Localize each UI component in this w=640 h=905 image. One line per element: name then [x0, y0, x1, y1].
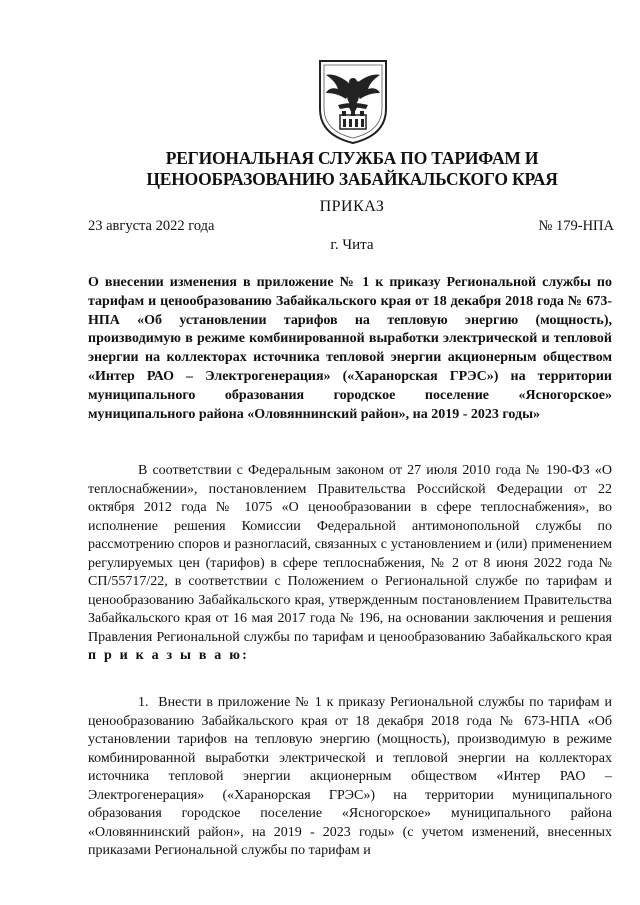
document-city: г. Чита [330, 237, 374, 253]
organization-title-line1: РЕГИОНАЛЬНАЯ СЛУЖБА ПО ТАРИФАМ И [165, 148, 539, 168]
order-word: п р и к а з ы в а ю: [88, 648, 249, 663]
document-date: 23 августа 2022 года [88, 218, 215, 234]
document-number: № 179-НПА [538, 218, 614, 234]
organization-title-line2: ЦЕНООБРАЗОВАНИЮ ЗАБАЙКАЛЬСКОГО КРАЯ [146, 169, 558, 189]
order-item-number: 1. [138, 695, 149, 710]
order-item [88, 694, 612, 861]
preamble-text: В соответствии с Федеральным законом от 27 июля 2010 года № 190-ФЗ «О теплоснабжении», постановлением Правительства Российской Федерации от 22 октября 2012 года № 1075 «О ценообразовании в сфере теплоснабжения», во исполнение решения Комиссии Федеральной антимонопольной службы по рассмотрению споров и разногласий, связанных с установлением и (или) применением регулируемых цен (тарифов) в сфере теплоснабжения, № 2 от 8 июня 2022 года № СП/55717/22, в соответствии с Положением о Региональной службе по тарифам и ценообразованию Забайкальского края, утвержденным постановлением Правительства Забайкальского края от 16 мая 2017 года № 196, на основании заключения и решения Правления Региональной службы по тарифам и ценообразованию Забайкальского края [88, 463, 612, 645]
order-item-text: Внести в приложение № 1 к приказу Региональной службы по тарифам и ценообразованию Забайкальского края от 18 декабря 2018 года № 673-НПА «Об установлении тарифов на тепловую энергию (мощность), производимую в режиме комбинированной выработки электрической и тепловой энергии на коллекторах источника тепловой энергии акционерным обществом «Интер РАО – Электрогенерация» («Харанорская ГРЭС») на территории муниципального образования городское поселение «Ясногорское» муниципального района «Оловяннинский район», на 2019 - 2023 годы» (с учетом изменений, внесенных приказами Региональной службы по тарифам и [88, 695, 612, 858]
coat-of-arms-icon [316, 57, 390, 145]
preamble-paragraph [88, 462, 612, 666]
document-type: ПРИКАЗ [319, 198, 385, 215]
document-subject: О внесении изменения в приложение № 1 к приказу Региональной службы по тарифам и ценообразованию Забайкальского края от 18 декабря 2018 года № 673-НПА «Об установлении тарифов на тепловую энергию (мощность), производимую в режиме комбинированной выработки электрической и тепловой энергии на коллекторах источника тепловой энергии акционерным обществом «Интер РАО – Электрогенерация» («Харанорская ГРЭС») на территории муниципального образования городское поселение «Ясногорское» муниципального района «Оловяннинский район», на 2019 - 2023 годы» [88, 275, 612, 422]
organization-title [60, 148, 640, 190]
